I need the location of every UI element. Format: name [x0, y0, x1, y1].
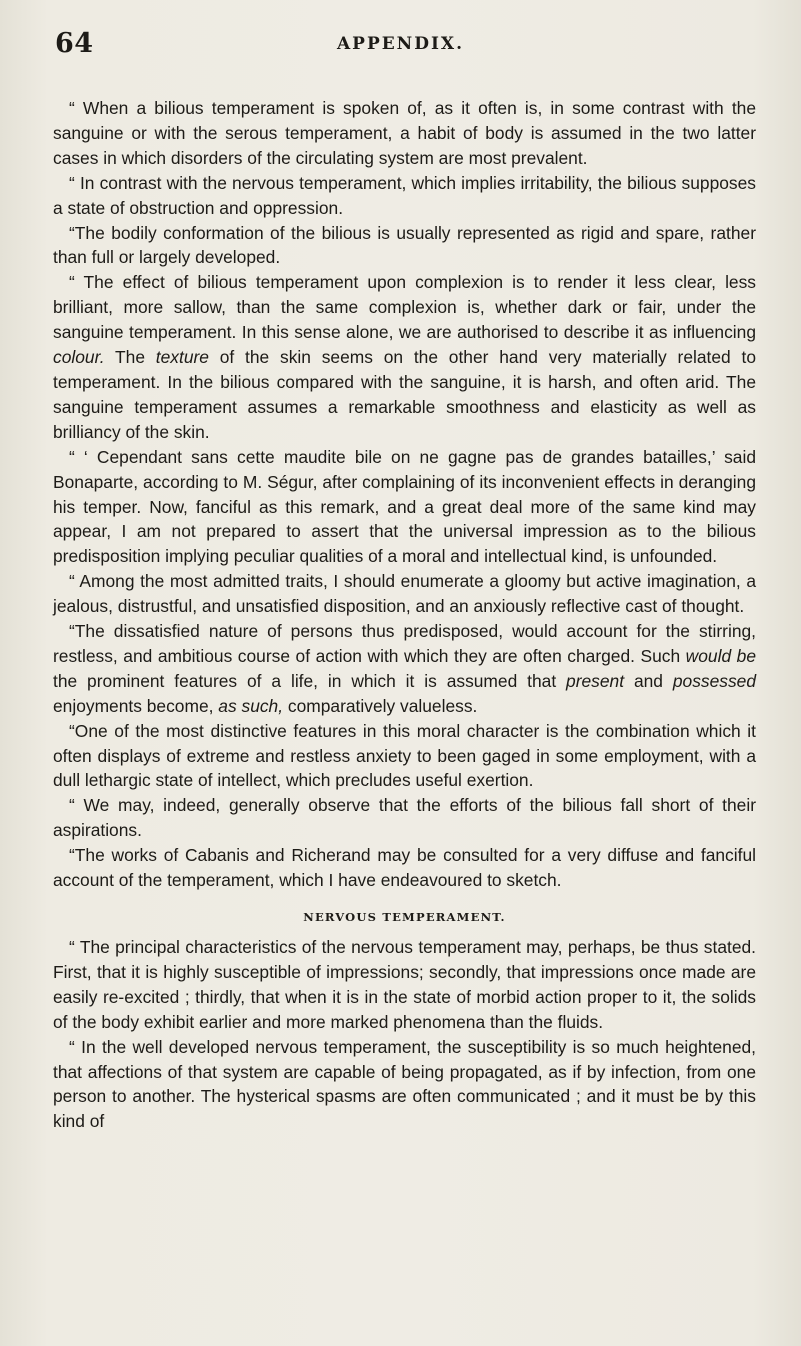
paragraph [53, 270, 756, 444]
body-text [53, 96, 756, 1134]
paragraph [53, 719, 756, 794]
paragraph [53, 619, 756, 719]
italic-text: possessed [672, 670, 756, 691]
running-head: APPENDIX. [336, 34, 465, 54]
text-run: “The works of Cabanis and Richerand may be consulted for a very diffuse and fanciful account of the temperament, which I have endeavoured to sketch. [53, 845, 756, 891]
text-run: “ In the well developed nervous temperament, the susceptibility is so much heightened, that affections of that system are capable of being propagated, as if by infection, from one person to another. The hysterical spasms are often communicated ; and it must be by this kind of [53, 1036, 756, 1132]
paragraph [53, 1035, 756, 1135]
page-number: 64 [55, 28, 94, 59]
text-run: “ The principal characteristics of the nervous temperament may, perhaps, be thus stated. First, that it is highly susceptible of impressions; secondly, that impressions once made are easily re-excited ; thirdly, that when it is in the state of morbid action proper to it, the solids of the body exhibit earlier and more marked phenomena than the fluids. [53, 937, 756, 1032]
text-run: and [624, 670, 673, 691]
italic-text: as such, [218, 695, 284, 716]
paragraphs-after-heading [53, 935, 756, 1134]
paragraph [53, 793, 756, 843]
text-run: The [104, 347, 156, 368]
paragraph [53, 445, 756, 570]
italic-text: present [566, 670, 625, 691]
paragraph [53, 569, 756, 619]
text-run: “The bodily conformation of the bilious is usually represented as rigid and spare, rather than full or largely developed. [53, 222, 756, 268]
text-run: “One of the most distinctive features in this moral character is the combination which it often displays of extreme and restless anxiety to been gaged in some employment, with a dull lethargic state of intellect, which precludes useful exertion. [53, 720, 756, 791]
paragraph [53, 935, 756, 1035]
paragraph [53, 96, 756, 171]
page-header [40, 22, 761, 62]
text-run: “ ‘ Cependant sans cette maudite bile on ne gagne pas de grandes batailles,’ said Bonaparte, according to M. Ségur, after complaining of its inconvenient effects in deranging his temper. Now, fanciful as this remark, and a great deal more of the same kind may appear, I am not prepared to assert that the universal impression as to the bilious predisposition implying peculiar qualities of a moral and intellectual kind, is unfounded. [53, 446, 756, 567]
text-run: “ When a bilious temperament is spoken of, as it often is, in some contrast with the sanguine or with the serous temperament, a habit of body is assumed in the two latter cases in which disorders of the circulating system are most prevalent. [53, 98, 756, 168]
text-run: “The dissatisfied nature of persons thus predisposed, would account for the stirring, restless, and ambitious course of action with which they are often charged. Such [53, 621, 756, 666]
italic-text: colour. [53, 347, 105, 368]
paragraph [53, 171, 756, 221]
text-run: “ Among the most admitted traits, I should enumerate a gloomy but active imagination, a jealous, distrustful, and unsatisfied disposition, and an anxiously reflective cast of thought. [53, 571, 756, 617]
paragraphs-before-heading [53, 96, 756, 893]
text-run: the prominent features of a life, in which it is assumed that [53, 670, 567, 691]
paragraph [53, 221, 756, 271]
text-run: of the skin seems on the other hand very materially related to temperament. In the bilious compared with the sanguine, it is harsh, and often arid. The sanguine temperament assumes a remarkable smoothness and elasticity as well as brilliancy of the skin. [53, 347, 756, 442]
section-heading: NERVOUS TEMPERAMENT. [303, 910, 506, 924]
paragraph [53, 843, 756, 893]
text-run: “ In contrast with the nervous temperament, which implies irritability, the bilious supposes a state of obstruction and oppression. [53, 172, 756, 218]
text-run: “ The effect of bilious temperament upon complexion is to render it less clear, less brilliant, more sallow, than the same complexion is, whether dark or fair, under the sanguine temperament. In this sense alone, we are authorised to describe it as influencing [53, 272, 756, 343]
italic-text: texture [155, 347, 209, 368]
text-run: comparatively valueless. [283, 695, 478, 716]
text-run: “ We may, indeed, generally observe that the efforts of the bilious fall short of their aspirations. [53, 795, 756, 841]
italic-text: would be [685, 645, 756, 666]
text-run: enjoyments become, [53, 695, 219, 716]
